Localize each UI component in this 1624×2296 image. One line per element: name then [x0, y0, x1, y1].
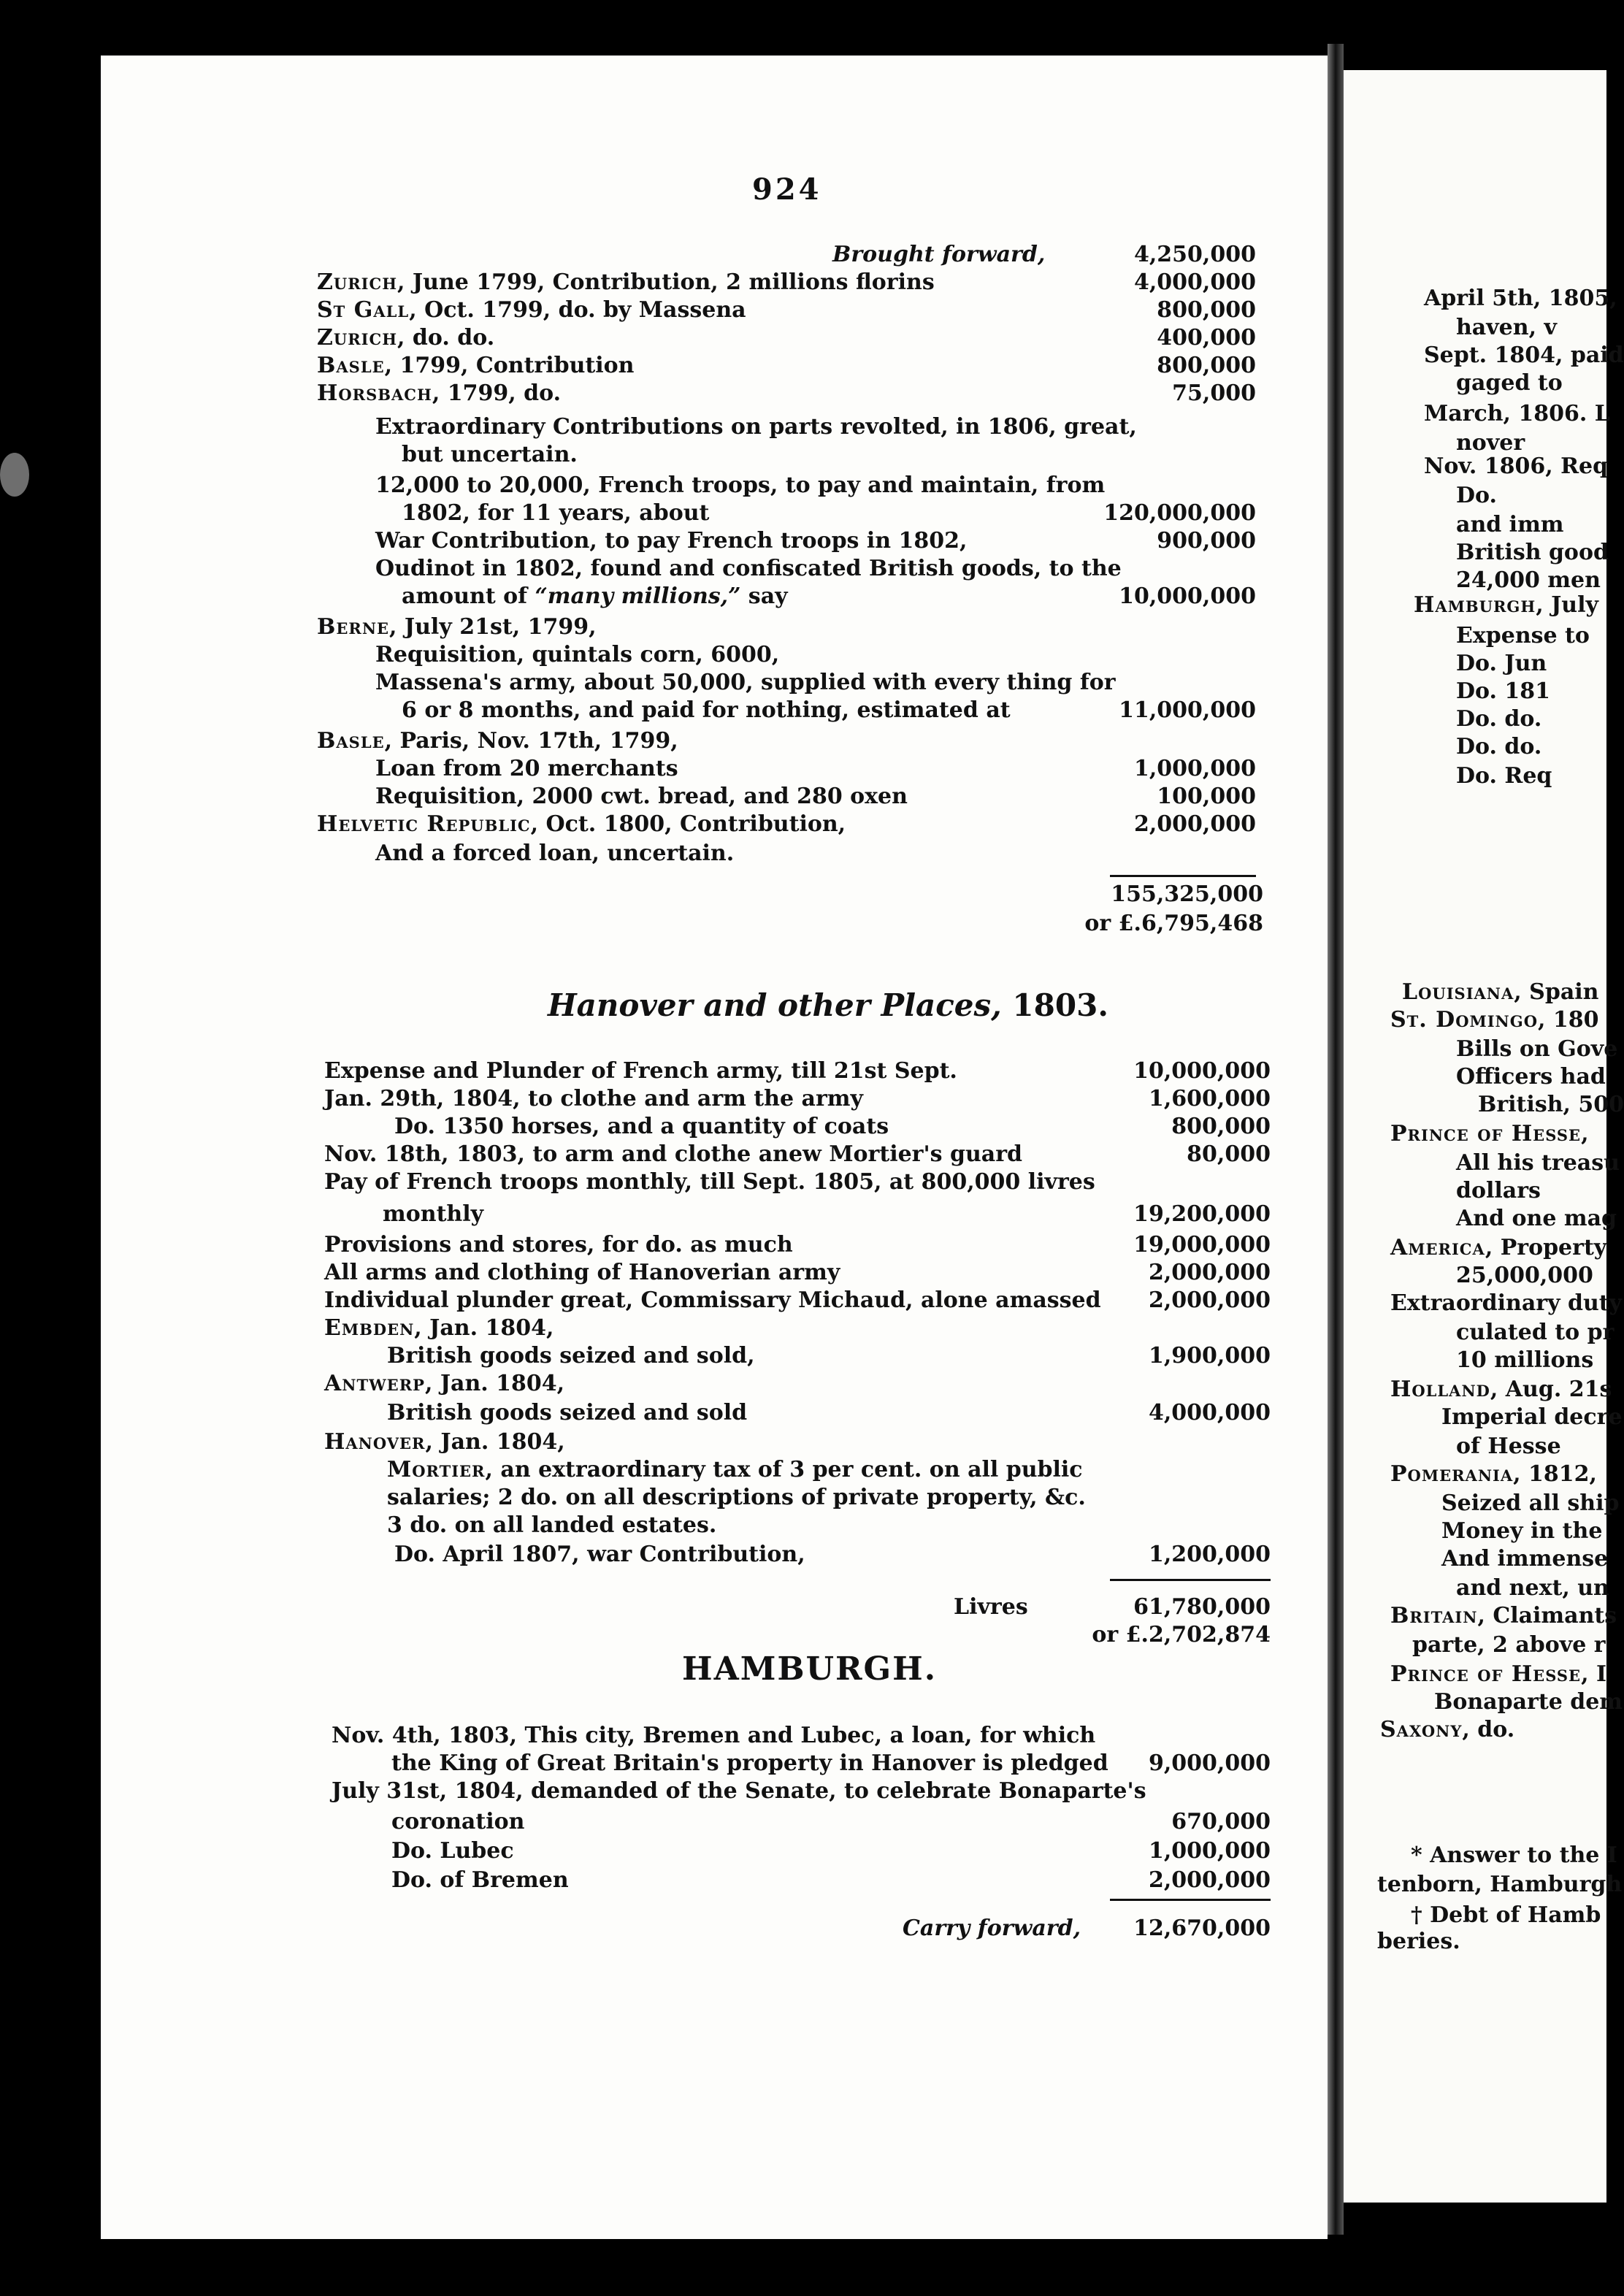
section2-row-text: Hanover, Jan. 1804,	[324, 1429, 565, 1455]
section2-row-amount: 19,200,000	[1133, 1201, 1271, 1227]
right-page-line: Do. 181	[1456, 678, 1551, 704]
right-page-line: April 5th, 1805,	[1424, 286, 1617, 311]
section1-row-text: but uncertain.	[402, 442, 578, 467]
section2-year: 1803.	[1012, 987, 1108, 1023]
section2-row-amount: 2,000,000	[1148, 1287, 1271, 1313]
section2-total-label: Livres	[954, 1594, 1028, 1620]
right-page-line: Extraordinary duty	[1390, 1290, 1623, 1316]
section1-row-text: St Gall, Oct. 1799, do. by Massena	[317, 297, 746, 323]
right-page-line: Imperial decre	[1441, 1404, 1623, 1430]
section2-row-amount: 80,000	[1187, 1141, 1271, 1167]
total-rule	[1110, 875, 1256, 877]
right-page-line: Britain, Claimants	[1390, 1603, 1617, 1629]
section3-row-amount: 670,000	[1171, 1809, 1271, 1834]
section3-row-text: July 31st, 1804, demanded of the Senate, to celebrate Bonaparte's	[332, 1778, 1146, 1804]
section2-row-text: Mortier, an extraordinary tax of 3 per cent. on all public	[387, 1457, 1083, 1482]
section1-row-amount: 10,000,000	[1119, 583, 1256, 609]
section1-row-amount: 2,000,000	[1133, 811, 1256, 837]
right-page-line: Nov. 1806, Req	[1424, 454, 1609, 479]
right-page-line: And one mag	[1456, 1206, 1617, 1231]
section1-row-text: 12,000 to 20,000, French troops, to pay and maintain, from	[375, 472, 1106, 498]
section1-row-text: Berne, July 21st, 1799,	[317, 614, 597, 640]
section1-row-amount: 11,000,000	[1119, 697, 1256, 723]
section2-row-text: Antwerp, Jan. 1804,	[324, 1371, 565, 1396]
section2-row-amount: 19,000,000	[1133, 1232, 1271, 1258]
section1-row-text: Horsbach, 1799, do.	[317, 380, 562, 406]
section1-row-amount: 800,000	[1157, 297, 1256, 323]
right-page-line: Hamburgh, July	[1414, 592, 1598, 618]
section3-heading: HAMBURGH.	[682, 1650, 938, 1688]
section1-row-text: Zurich, do. do.	[317, 325, 495, 351]
section2-row-amount: 2,000,000	[1148, 1260, 1271, 1285]
section2-row-text: Expense and Plunder of French army, till 21st Sept.	[324, 1058, 957, 1084]
section1-row-text: Helvetic Republic, Oct. 1800, Contribution,	[317, 811, 846, 837]
right-page-line: America, Property	[1390, 1235, 1607, 1260]
right-page-line: Bonaparte dem	[1434, 1689, 1623, 1715]
section2-row-text: British goods seized and sold	[387, 1400, 748, 1426]
right-page-line: Louisiana, Spain	[1402, 979, 1599, 1005]
right-page-line: And immense	[1441, 1546, 1609, 1572]
section1-row-amount: 120,000,000	[1103, 500, 1256, 526]
right-page-line: Money in the	[1441, 1518, 1603, 1544]
right-page-line: Seized all ship	[1441, 1491, 1620, 1516]
section3-row-amount: 9,000,000	[1148, 1750, 1271, 1776]
right-page-line: Officers had	[1456, 1064, 1606, 1090]
right-page-line: March, 1806. L	[1424, 401, 1610, 426]
section2-row-text: monthly	[383, 1201, 484, 1227]
section2-row-amount: 4,000,000	[1148, 1400, 1271, 1426]
section1-row-amount: 75,000	[1172, 380, 1256, 406]
section1-row-amount: 4,000,000	[1133, 269, 1256, 295]
section1-row-text: Basle, 1799, Contribution	[317, 353, 635, 378]
right-page-line: of Hesse	[1456, 1434, 1561, 1459]
section1-row-text: Requisition, quintals corn, 6000,	[375, 642, 780, 667]
section3-row-text: Nov. 4th, 1803, This city, Bremen and Lubec, a loan, for which	[332, 1723, 1096, 1748]
section3-row-amount: 1,000,000	[1148, 1838, 1271, 1864]
right-page-line: gaged to	[1456, 370, 1563, 396]
section1-row-amount: 1,000,000	[1133, 756, 1256, 781]
right-page-line: British good	[1456, 540, 1609, 565]
right-page-line: Do.	[1456, 483, 1497, 508]
right-page-line: Do. do.	[1456, 706, 1542, 732]
right-page-line: Saxony, do.	[1380, 1717, 1515, 1742]
right-page-line: parte, 2 above r	[1412, 1632, 1606, 1658]
section3-row-text: the King of Great Britain's property in Hanover is pledged	[391, 1750, 1108, 1776]
section2-heading	[548, 987, 1108, 1024]
carry-forward-amount: 12,670,000	[1133, 1916, 1271, 1941]
right-page-line: Prince of Hesse, I	[1390, 1661, 1606, 1687]
section1-row-text: Basle, Paris, Nov. 17th, 1799,	[317, 728, 678, 754]
section2-row-amount: 800,000	[1171, 1114, 1271, 1139]
right-page-line: Bills on Gove	[1456, 1036, 1618, 1062]
section1-row-text: Requisition, 2000 cwt. bread, and 280 oxen	[375, 784, 908, 809]
section1-row-text: 6 or 8 months, and paid for nothing, estimated at	[402, 697, 1011, 723]
section1-row-text: Oudinot in 1802, found and confiscated British goods, to the	[375, 556, 1122, 581]
section2-row-text: Do. 1350 horses, and a quantity of coats	[394, 1114, 889, 1139]
carry-forward-label: Carry forward,	[903, 1916, 1081, 1941]
right-page-line: Holland, Aug. 21s	[1390, 1377, 1612, 1402]
section1-row-amount: 800,000	[1157, 353, 1256, 378]
total-rule	[1110, 1899, 1271, 1901]
right-page-line: Prince of Hesse,	[1390, 1121, 1589, 1147]
total-rule	[1110, 1579, 1271, 1581]
section1-row-amount: 900,000	[1157, 528, 1256, 554]
section2-title: Hanover and other Places,	[548, 987, 1002, 1023]
section1-total: 155,325,000	[1111, 881, 1263, 907]
section2-row-text: Nov. 18th, 1803, to arm and clothe anew Mortier's guard	[324, 1141, 1023, 1167]
right-page-footnote: beries.	[1377, 1929, 1460, 1954]
right-page-line: Do. Req	[1456, 763, 1552, 789]
section2-row-text: British goods seized and sold,	[387, 1343, 755, 1369]
right-page-line: 10 millions	[1456, 1347, 1594, 1373]
section2-row-text: Embden, Jan. 1804,	[324, 1315, 554, 1341]
section3-row-text: Do. of Bremen	[391, 1867, 569, 1893]
right-page-line: St. Domingo, 180	[1390, 1007, 1599, 1033]
section2-row-text: Do. April 1807, war Contribution,	[394, 1542, 805, 1567]
section3-row-amount: 2,000,000	[1148, 1867, 1271, 1893]
right-page-line: Sept. 1804, paid	[1424, 343, 1624, 368]
right-page-line: and next, un	[1456, 1575, 1609, 1601]
section1-row-amount: 400,000	[1157, 325, 1256, 351]
right-page-line: 24,000 men	[1456, 567, 1601, 593]
book-gutter	[1328, 44, 1344, 2235]
scan-blemish	[0, 453, 29, 497]
section2-row-amount: 10,000,000	[1133, 1058, 1271, 1084]
section1-row-text: amount of “many millions,” say	[402, 583, 788, 609]
brought-forward-label: Brought forward,	[832, 242, 1046, 267]
right-page-line: culated to pr	[1456, 1320, 1615, 1345]
section2-row-text: Pay of French troops monthly, till Sept. 1805, at 800,000 livres	[324, 1169, 1095, 1195]
right-page-line: Do. do.	[1456, 734, 1542, 759]
right-page-line: Pomerania, 1812,	[1390, 1461, 1598, 1487]
right-page-footnote: tenborn, Hamburgh	[1377, 1872, 1623, 1897]
section1-row-text: And a forced loan, uncertain.	[375, 841, 735, 866]
section2-row-amount: 1,900,000	[1148, 1343, 1271, 1369]
section2-row-text: Individual plunder great, Commissary Michaud, alone amassed	[324, 1287, 1101, 1313]
right-page-line: 25,000,000	[1456, 1263, 1593, 1288]
section2-row-amount: 1,200,000	[1148, 1542, 1271, 1567]
right-page-line: Do. Jun	[1456, 651, 1547, 676]
section1-row-text: 1802, for 11 years, about	[402, 500, 710, 526]
section1-row-text: Zurich, June 1799, Contribution, 2 millions florins	[317, 269, 935, 295]
section1-row-text: Extraordinary Contributions on parts revolted, in 1806, great,	[375, 414, 1137, 440]
right-page-line: All his treasu	[1456, 1150, 1620, 1176]
section2-row-amount: 1,600,000	[1148, 1086, 1271, 1111]
section2-total-sterling: or £.2,702,874	[1092, 1622, 1271, 1648]
section1-row-text: War Contribution, to pay French troops in 1802,	[375, 528, 968, 554]
right-page-line: British, 500	[1478, 1092, 1624, 1117]
right-page-line: dollars	[1456, 1178, 1541, 1204]
page-number: 924	[752, 172, 822, 207]
section2-total: 61,780,000	[1133, 1594, 1271, 1620]
section2-row-text: Jan. 29th, 1804, to clothe and arm the army	[324, 1086, 863, 1111]
right-page-footnote: † Debt of Hamb	[1411, 1902, 1601, 1928]
section1-total-sterling: or £.6,795,468	[1084, 911, 1263, 936]
section1-row-text: Loan from 20 merchants	[375, 756, 678, 781]
section2-row-text: All arms and clothing of Hanoverian army	[324, 1260, 840, 1285]
section1-row-text: Massena's army, about 50,000, supplied with every thing for	[375, 670, 1116, 695]
right-page-line: haven, v	[1456, 315, 1557, 340]
right-page-footnote: * Answer to the I	[1411, 1842, 1617, 1868]
section2-row-text: salaries; 2 do. on all descriptions of private property, &c.	[387, 1485, 1086, 1510]
section2-row-text: Provisions and stores, for do. as much	[324, 1232, 793, 1258]
right-page-line: Expense to	[1456, 623, 1590, 648]
section1-row-amount: 100,000	[1157, 784, 1256, 809]
section3-row-text: coronation	[391, 1809, 525, 1834]
right-page-line: nover	[1456, 430, 1525, 456]
brought-forward-amount: 4,250,000	[1133, 242, 1256, 267]
section2-row-text: 3 do. on all landed estates.	[387, 1512, 717, 1538]
right-page-line: and imm	[1456, 512, 1564, 537]
section3-row-text: Do. Lubec	[391, 1838, 514, 1864]
